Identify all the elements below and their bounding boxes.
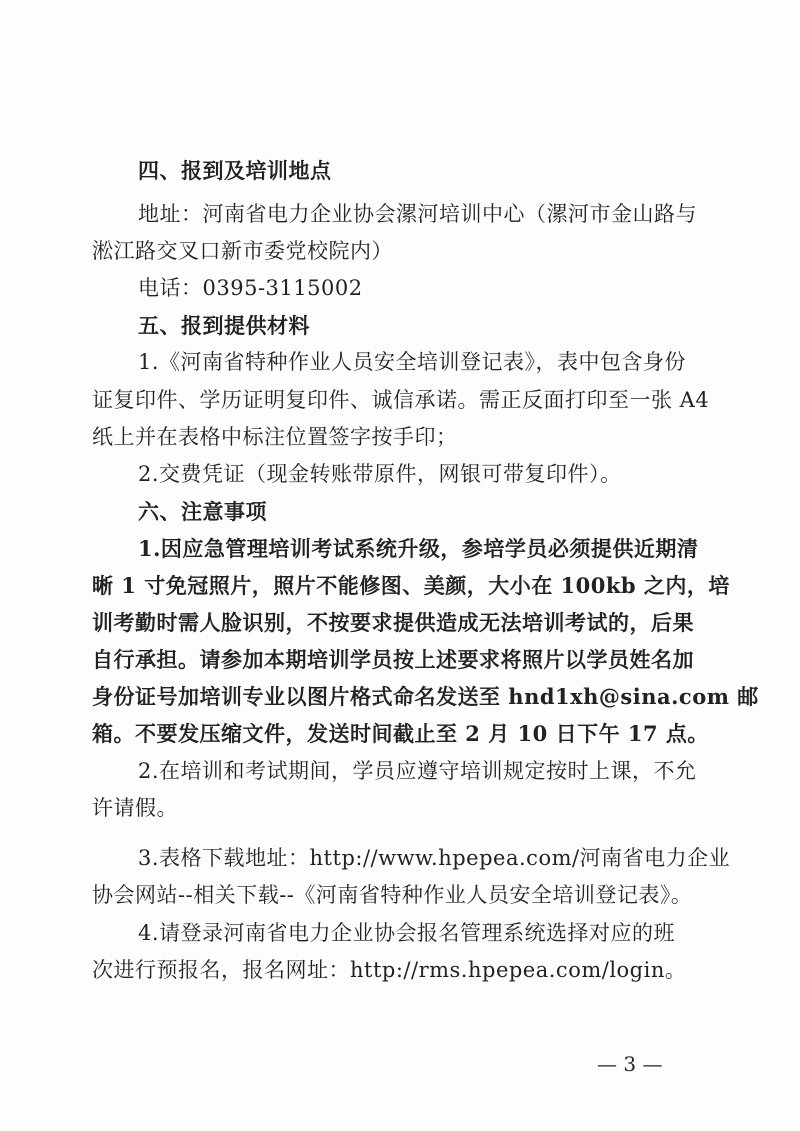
address-line-1: 地址：河南省电力企业协会漯河培训中心（漯河市金山路与 — [138, 202, 697, 226]
section-heading-6: 六、注意事项 — [138, 499, 267, 524]
note-4-line-1: 4.请登录河南省电力企业协会报名管理系统选择对应的班 — [138, 921, 676, 945]
note-2-line-2: 许请假。 — [92, 796, 178, 820]
address-line-2: 淞江路交叉口新市委党校院内） — [92, 239, 393, 263]
page-number: — 3 — — [597, 1052, 663, 1076]
note-1-line-3: 训考勤时需人脸识别，不按要求提供造成无法培训考试的，后果 — [92, 610, 694, 635]
material-item-1-line-2: 证复印件、学历证明复印件、诚信承诺。需正反面打印至一张 A4 — [92, 388, 710, 412]
material-item-2: 2.交费凭证（现金转账带原件，网银可带复印件）。 — [138, 462, 622, 486]
note-1-line-2: 晰 1 寸免冠照片，照片不能修图、美颜，大小在 100kb 之内，培 — [92, 573, 730, 598]
material-item-1-line-1: 1.《河南省特种作业人员安全培训登记表》，表中包含身份 — [138, 350, 687, 374]
note-1-line-5: 身份证号加培训专业以图片格式命名发送至 hnd1xh@sina.com 邮 — [92, 684, 759, 709]
note-2-line-1: 2.在培训和考试期间，学员应遵守培训规定按时上课，不允 — [138, 759, 697, 783]
material-item-1-line-3: 纸上并在表格中标注位置签字按手印； — [92, 425, 458, 449]
note-3-line-1: 3.表格下载地址：http://www.hpepea.com/河南省电力企业 — [138, 846, 731, 870]
note-1-line-4: 自行承担。请参加本期培训学员按上述要求将照片以学员姓名加 — [92, 647, 694, 672]
section-heading-5: 五、报到提供材料 — [138, 313, 310, 338]
note-1-line-1: 1.因应急管理培训考试系统升级，参培学员必须提供近期清 — [138, 536, 699, 561]
phone-line: 电话：0395-3115002 — [138, 276, 363, 300]
note-4-line-2: 次进行预报名，报名网址：http://rms.hpepea.com/login。 — [92, 958, 687, 982]
note-1-line-6: 箱。不要发压缩文件，发送时间截止至 2 月 10 日下午 17 点。 — [92, 721, 709, 746]
section-heading-4: 四、报到及培训地点 — [138, 158, 332, 183]
note-3-line-2: 协会网站--相关下载--《河南省特种作业人员安全培训登记表》。 — [92, 883, 693, 907]
